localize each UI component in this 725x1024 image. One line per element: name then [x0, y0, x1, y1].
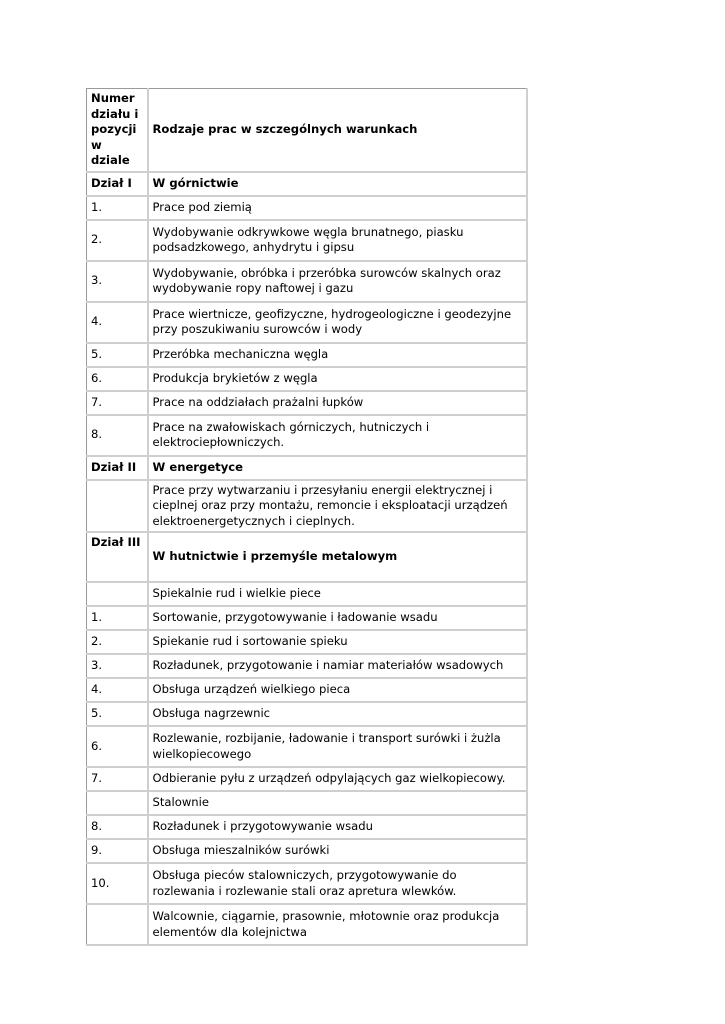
- item-description: Przeróbka mechaniczna węgla: [148, 343, 527, 367]
- subsection-title: Stalownie: [148, 791, 527, 815]
- item-number: 6.: [87, 367, 148, 391]
- table-row: [87, 415, 527, 456]
- item-number: 8.: [87, 815, 148, 839]
- section-title: W energetyce: [148, 456, 527, 480]
- table-row: [87, 726, 527, 767]
- table-row: [87, 367, 527, 391]
- section-number: Dział I: [87, 172, 148, 196]
- table-row: [87, 343, 527, 367]
- item-number: 2.: [87, 220, 148, 261]
- item-description: Obsługa mieszalników surówki: [148, 839, 527, 863]
- item-number: 3.: [87, 261, 148, 302]
- table-row: [87, 863, 527, 904]
- table-row: [87, 302, 527, 343]
- table-row: [87, 767, 527, 791]
- table-row: [87, 261, 527, 302]
- work-conditions-table: [86, 88, 528, 946]
- header-number-cell: Numer działu i pozycji w dziale: [87, 89, 148, 172]
- item-number: 10.: [87, 863, 148, 904]
- item-number: 5.: [87, 343, 148, 367]
- item-description: Rozładunek i przygotowywanie wsadu: [148, 815, 527, 839]
- subsection-row: [87, 582, 527, 606]
- section-title: W górnictwie: [148, 172, 527, 196]
- subsection-row: [87, 791, 527, 815]
- table-row: [87, 220, 527, 261]
- table-row: [87, 839, 527, 863]
- item-number: 4.: [87, 302, 148, 343]
- item-description: Rozlewanie, rozbijanie, ładowanie i transport surówki i żużla wielkopiecowego: [148, 726, 527, 767]
- item-number: [87, 904, 148, 945]
- item-number: 7.: [87, 767, 148, 791]
- item-description: Rozładunek, przygotowanie i namiar materiałów wsadowych: [148, 654, 527, 678]
- item-number: 9.: [87, 839, 148, 863]
- item-description: Obsługa pieców stalowniczych, przygotowywanie do rozlewania i rozlewanie stali oraz apretura wlewków.: [148, 863, 527, 904]
- section-number: Dział II: [87, 456, 148, 480]
- section-row-dzial-2: [87, 456, 527, 480]
- table-row: [87, 654, 527, 678]
- item-description: Obsługa urządzeń wielkiego pieca: [148, 678, 527, 702]
- item-number: 2.: [87, 630, 148, 654]
- item-description: Spiekanie rud i sortowanie spieku: [148, 630, 527, 654]
- item-description: Wydobywanie odkrywkowe węgla brunatnego, piasku podsadzkowego, anhydrytu i gipsu: [148, 220, 527, 261]
- subsection-title: Walcownie, ciągarnie, prasownie, młotownie oraz produkcja elementów dla kolejnictwa: [148, 904, 527, 945]
- item-description: Odbieranie pyłu z urządzeń odpylających gaz wielkopiecowy.: [148, 767, 527, 791]
- item-description: Prace pod ziemią: [148, 196, 527, 220]
- item-number: 6.: [87, 726, 148, 767]
- table-row: [87, 702, 527, 726]
- table-row: [87, 678, 527, 702]
- table-row: [87, 815, 527, 839]
- item-number: 5.: [87, 702, 148, 726]
- table-row: [87, 606, 527, 630]
- item-description: Obsługa nagrzewnic: [148, 702, 527, 726]
- item-description: Prace przy wytwarzaniu i przesyłaniu energii elektrycznej i cieplnej oraz przy montażu, remoncie i eksploatacji urządzeń elektroenergetycznych i cieplnych.: [148, 480, 527, 533]
- item-number: 1.: [87, 196, 148, 220]
- section-row-dzial-1: [87, 172, 527, 196]
- section-number: Dział III: [87, 532, 148, 582]
- header-work-type-cell: Rodzaje prac w szczególnych warunkach: [148, 89, 527, 172]
- table-row: [87, 196, 527, 220]
- table-row: [87, 391, 527, 415]
- item-description: Prace na oddziałach prażalni łupków: [148, 391, 527, 415]
- item-description: Prace wiertnicze, geofizyczne, hydrogeologiczne i geodezyjne przy poszukiwaniu surowców i wody: [148, 302, 527, 343]
- table-header-row: [87, 89, 527, 172]
- subsection-row: [87, 904, 527, 945]
- item-number: 8.: [87, 415, 148, 456]
- item-number: 7.: [87, 391, 148, 415]
- table-row: [87, 480, 527, 533]
- item-description: Produkcja brykietów z węgla: [148, 367, 527, 391]
- item-number: [87, 791, 148, 815]
- item-description: Prace na zwałowiskach górniczych, hutniczych i elektrociepłowniczych.: [148, 415, 527, 456]
- subsection-title: Spiekalnie rud i wielkie piece: [148, 582, 527, 606]
- item-number: 4.: [87, 678, 148, 702]
- item-number: 1.: [87, 606, 148, 630]
- item-number: 3.: [87, 654, 148, 678]
- section-title: W hutnictwie i przemyśle metalowym: [148, 532, 527, 582]
- item-description: Wydobywanie, obróbka i przeróbka surowców skalnych oraz wydobywanie ropy naftowej i gazu: [148, 261, 527, 302]
- item-description: Sortowanie, przygotowywanie i ładowanie wsadu: [148, 606, 527, 630]
- section-row-dzial-3: [87, 532, 527, 582]
- item-number: [87, 480, 148, 533]
- item-number: [87, 582, 148, 606]
- table-row: [87, 630, 527, 654]
